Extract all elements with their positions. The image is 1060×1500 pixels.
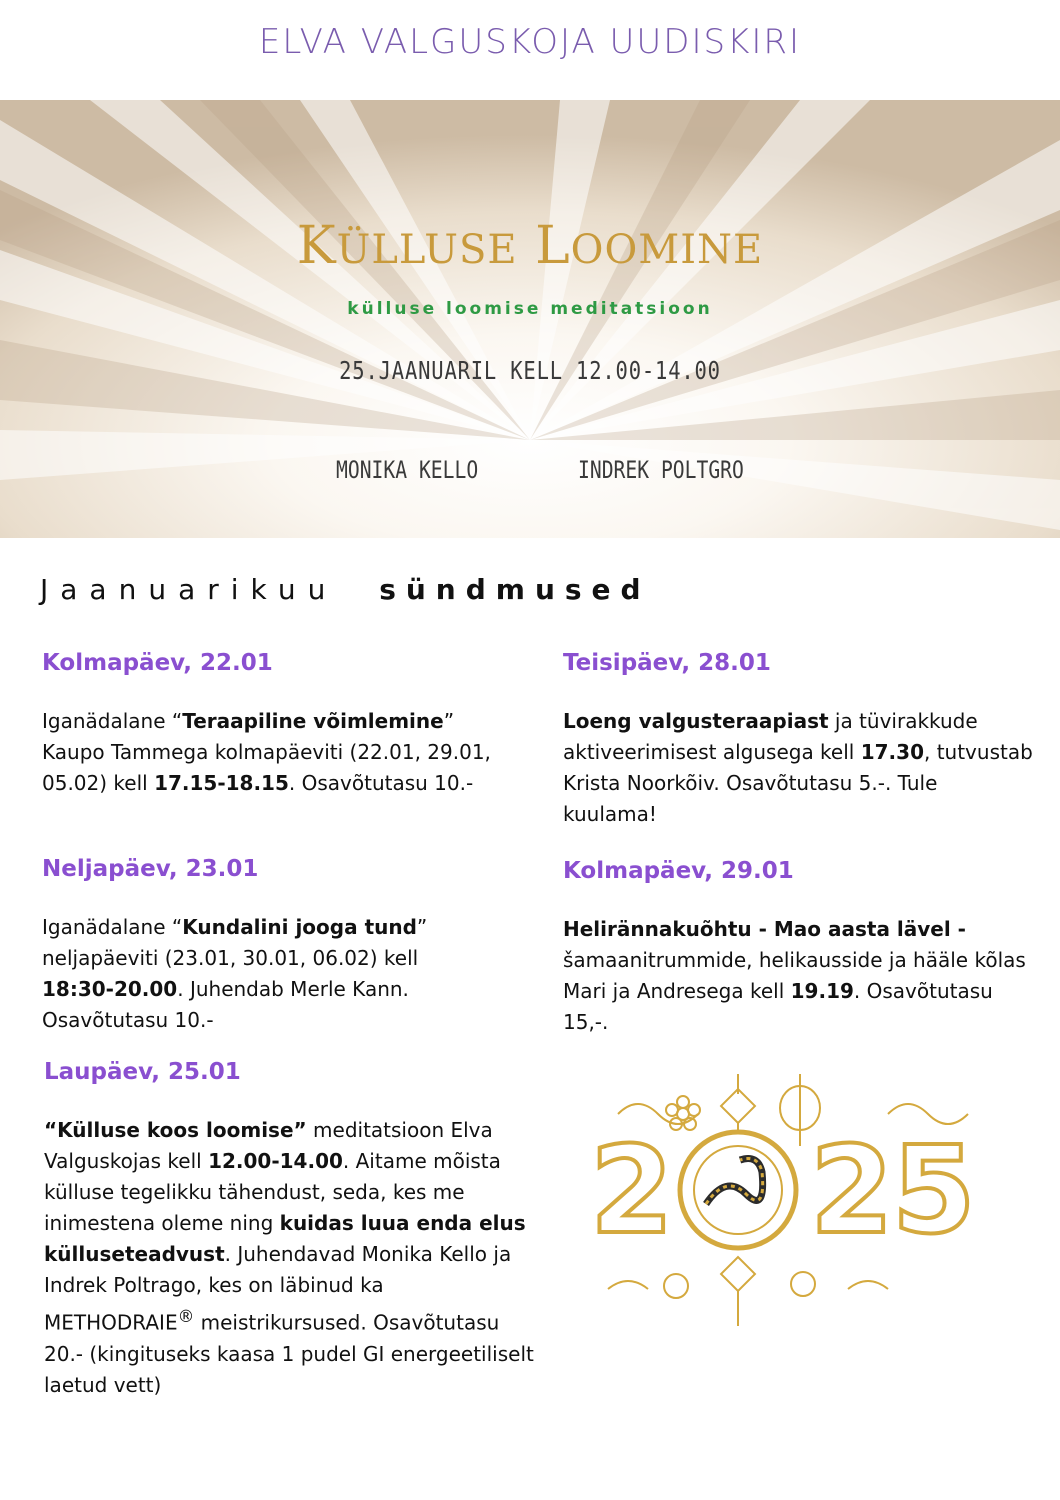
snake-icon: [680, 1132, 796, 1248]
event-description: Iganädalane “Kundalini jooga tund” neljapäeviti (23.01, 30.01, 06.02) kell 18:30-20.00. Juhendab Merle Kann. Osavõtutasu 10.-: [42, 915, 428, 1032]
firework-icon: [664, 1274, 688, 1298]
banner-title: KÜLLUSE LOOMINE: [296, 216, 764, 276]
event-teisipaev-28: [563, 650, 1033, 830]
firework-icon: [791, 1272, 815, 1296]
event-description: Loeng valgusteraapiast ja tüvirakkude aktiveerimisest algusega kell 17.30, tutvustab Krista Noorkõiv. Osavõtutasu 5.-. Tule kuulama!: [563, 709, 1033, 826]
banner-date: 25.JAANUARIL KELL 12.00-14.00: [339, 356, 721, 385]
cloud-swirl-icon: [608, 1281, 648, 1289]
event-heading: Teisipäev, 28.01: [563, 650, 771, 676]
banner-host-1: MONIKA KELLO: [336, 456, 479, 484]
event-kolmapaev-22: [42, 650, 512, 799]
event-heading: Neljapäev, 23.01: [42, 856, 259, 882]
light-rays-background: [0, 100, 1060, 538]
event-laupaev-25: [44, 1059, 534, 1401]
event-description: Iganädalane “Teraapiline võimlemine” Kaupo Tammega kolmapäeviti (22.01, 29.01, 05.02) kell 17.15-18.15. Osavõtutasu 10.-: [42, 709, 491, 795]
logo-digit: 2: [810, 1122, 894, 1261]
event-description: “Külluse koos loomise” meditatsioon Elva Valguskojas kell 12.00-14.00. Aitame mõista külluse tegelikku tähendust, seda, kes me inimestena oleme ning kuidas luua enda elus külluseteadvust. Juhendavad Monika Kello ja Indrek Poltrago, kes on läbinud ka METHODRAIE® meistrikursused. Osavõtutasu 20.- (kingituseks kaasa 1 pudel GI energeetiliselt laetud vett): [44, 1118, 534, 1397]
chinese-knot-icon: [721, 1257, 755, 1326]
event-banner: [0, 100, 1060, 538]
section-title: Jaanuarikuu sündmused: [40, 573, 651, 606]
banner-subtitle: külluse loomise meditatsioon: [347, 299, 713, 319]
cloud-swirl-icon: [848, 1281, 888, 1289]
year-2025-logo: [588, 1074, 988, 1334]
chinese-knot-icon: [721, 1074, 755, 1136]
event-heading: Kolmapäev, 29.01: [563, 858, 794, 884]
logo-digit: 5: [892, 1122, 976, 1261]
event-kolmapaev-29: [563, 858, 1033, 1038]
logo-digit: 2: [590, 1122, 674, 1261]
banner-host-2: INDREK POLTGRO: [578, 456, 744, 484]
event-heading: Laupäev, 25.01: [44, 1059, 241, 1085]
registered-mark: ®: [177, 1307, 195, 1326]
event-neljapaev-23: [42, 856, 472, 1036]
event-description: Helirännakuõhtu - Mao aasta lävel - šamaanitrummide, helikausside ja hääle kõlas Mari ja Andresega kell 19.19. Osavõtutasu 15,-.: [563, 917, 1026, 1034]
cloud-swirl-icon: [888, 1104, 968, 1124]
event-heading: Kolmapäev, 22.01: [42, 650, 273, 676]
newsletter-masthead: ELVA VALGUSKOJA UUDISKIRI: [258, 22, 802, 62]
